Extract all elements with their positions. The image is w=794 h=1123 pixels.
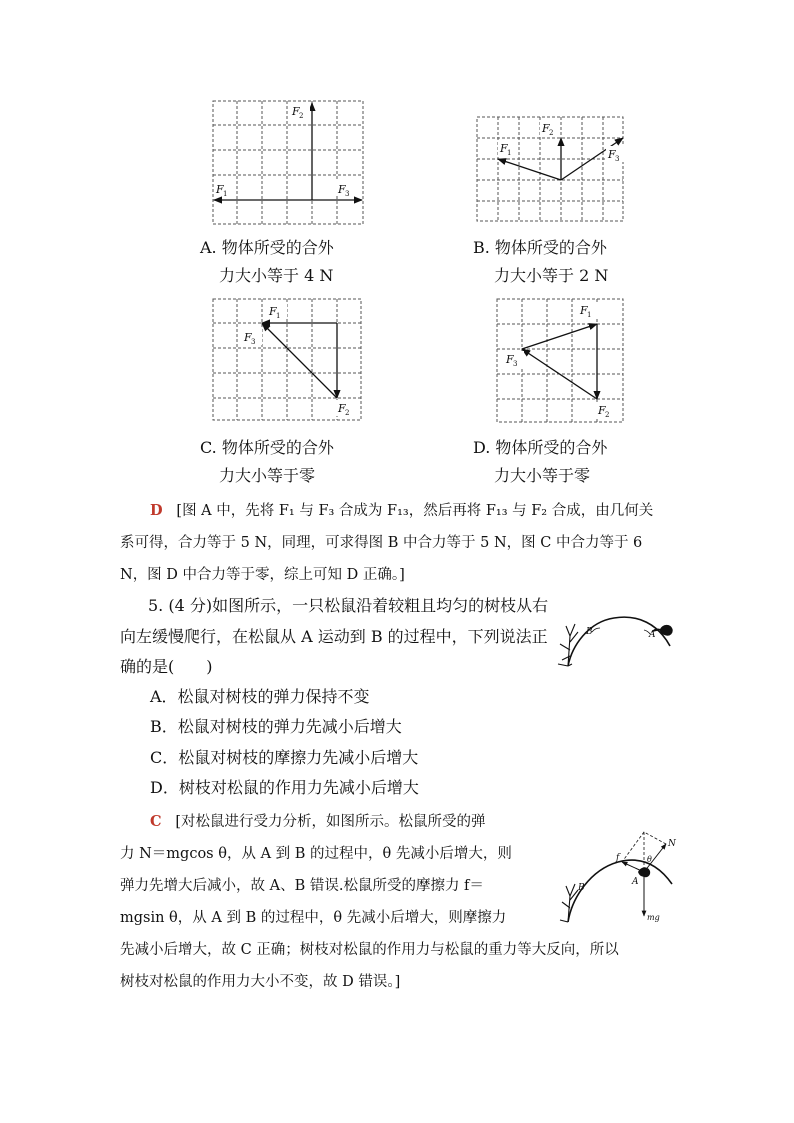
svg-text:F: F [338,402,346,415]
answer5-line6: 树枝对松鼠的作用力大小不变，故 D 错误。] [120,974,401,990]
svg-text:F: F [580,304,588,317]
label-d-f2 [596,402,616,419]
label-point-b: B [586,627,593,637]
option-c: C．松鼠对树枝的摩擦力先减小后增大 [150,748,419,767]
question5-line3: 确的是( ) [120,657,213,676]
label-b-f2 [540,120,560,137]
caption-c-line2: 力大小等于零 [219,466,316,485]
svg-text:2: 2 [345,409,350,417]
svg-text:1: 1 [276,312,281,320]
svg-text:F: F [216,183,224,196]
answer4-line1 [150,501,653,521]
branch-arc [568,617,670,666]
answer5-line1 [150,812,486,832]
label-point-a-2: A [632,877,639,887]
answer5-line2: 力 N＝mgcos θ，从 A 到 B 的过程中，θ 先减小后增大，则 [120,846,512,862]
answer4-key: D [150,502,163,519]
answer5-text1: [对松鼠进行受力分析，如图所示。松鼠所受的弹 [175,814,486,830]
angle-mark-b [592,628,600,632]
label-c-f2 [336,400,356,417]
answer5-line4: mgsin θ，从 A 到 B 的过程中，θ 先减小后增大，则摩擦力 [120,910,507,926]
label-point-b-2: B [578,883,585,893]
svg-text:F: F [608,148,616,161]
svg-text:F: F [500,142,508,155]
figure-a [212,100,364,226]
label-b-f3 [606,146,626,163]
caption-b [473,234,608,290]
grid-a [213,101,363,224]
question5-line1: 5. (4 分)如图所示，一只松鼠沿着较粗且均匀的树枝从右 [148,596,549,615]
caption-c-line1: C. 物体所受的合外 [200,438,334,457]
caption-a-line2: 力大小等于 4 N [219,266,334,285]
answer5-line3: 弹力先增大后减小，故 A、B 错误.松鼠所受的摩擦力 f＝ [120,878,484,894]
svg-text:F: F [244,331,252,344]
label-a-f3 [336,180,358,198]
svg-text:2: 2 [299,112,304,120]
label-theta: θ [647,855,652,864]
svg-text:F: F [542,122,550,135]
label-b-f1 [498,140,518,157]
label-f: f [616,853,620,863]
answer4-line3: N，图 D 中合力等于零，综上可知 D 正确。] [120,567,405,583]
option-a: A．松鼠对树枝的弹力保持不变 [150,687,370,706]
branch-twigs [558,624,578,666]
caption-b-line1: B. 物体所受的合外 [473,238,607,257]
svg-text:F: F [506,353,514,366]
svg-text:F: F [269,305,277,318]
vector-b-f1 [498,159,561,180]
svg-text:F: F [292,105,300,118]
svg-text:1: 1 [223,190,228,198]
svg-text:3: 3 [615,155,620,163]
label-point-a: A [649,630,656,640]
svg-text:1: 1 [507,149,512,157]
svg-text:F: F [598,404,606,417]
figure-c [212,298,364,422]
vector-d-f1 [522,324,597,349]
svg-text:F: F [338,183,346,196]
answer5-key: C [150,813,162,830]
label-a-f1 [214,180,234,198]
question5-line2: 向左缓慢爬行，在松鼠从 A 运动到 B 的过程中，下列说法正 [120,627,548,646]
caption-a [200,234,334,290]
svg-text:3: 3 [345,190,350,198]
caption-b-line2: 力大小等于 2 N [494,266,609,285]
option-d: D．树枝对松鼠的作用力先减小后增大 [150,778,419,797]
label-d-f1 [578,302,598,319]
vector-c-f3 [262,323,337,398]
caption-d [473,434,607,490]
squirrel-branch-figure [548,606,676,668]
answer4-text1: [图 A 中，先将 F₁ 与 F₃ 合成为 F₁₃，然后再将 F₁₃ 与 F₂ 合成，由几何关 [176,503,654,519]
label-n: N [668,839,676,849]
label-c-f1 [267,303,287,320]
caption-d-line1: D. 物体所受的合外 [473,438,608,457]
label-a-f2 [290,102,310,120]
svg-text:2: 2 [549,129,554,137]
caption-a-line1: A. 物体所受的合外 [200,238,334,257]
answer5-line5: 先减小后增大，故 C 正确；树枝对松鼠的作用力与松鼠的重力等大反向，所以 [120,942,619,958]
answer4-line2: 系可得，合力等于 5 N，同理，可求得图 B 中合力等于 5 N，图 C 中合力等于 6 [120,535,643,551]
figure-b [476,116,628,224]
caption-c [200,434,334,490]
label-c-f3 [242,329,262,346]
label-d-f3 [504,351,524,368]
svg-text:3: 3 [251,338,256,346]
svg-text:3: 3 [513,360,518,368]
figure-d [496,298,626,424]
svg-text:1: 1 [587,311,592,319]
caption-d-line2: 力大小等于零 [494,466,591,485]
vector-f [622,862,644,872]
option-b: B．松鼠对树枝的弹力先减小后增大 [150,717,402,736]
label-mg: mg [647,913,660,922]
force-analysis-figure [554,826,684,926]
svg-text:2: 2 [605,411,610,419]
